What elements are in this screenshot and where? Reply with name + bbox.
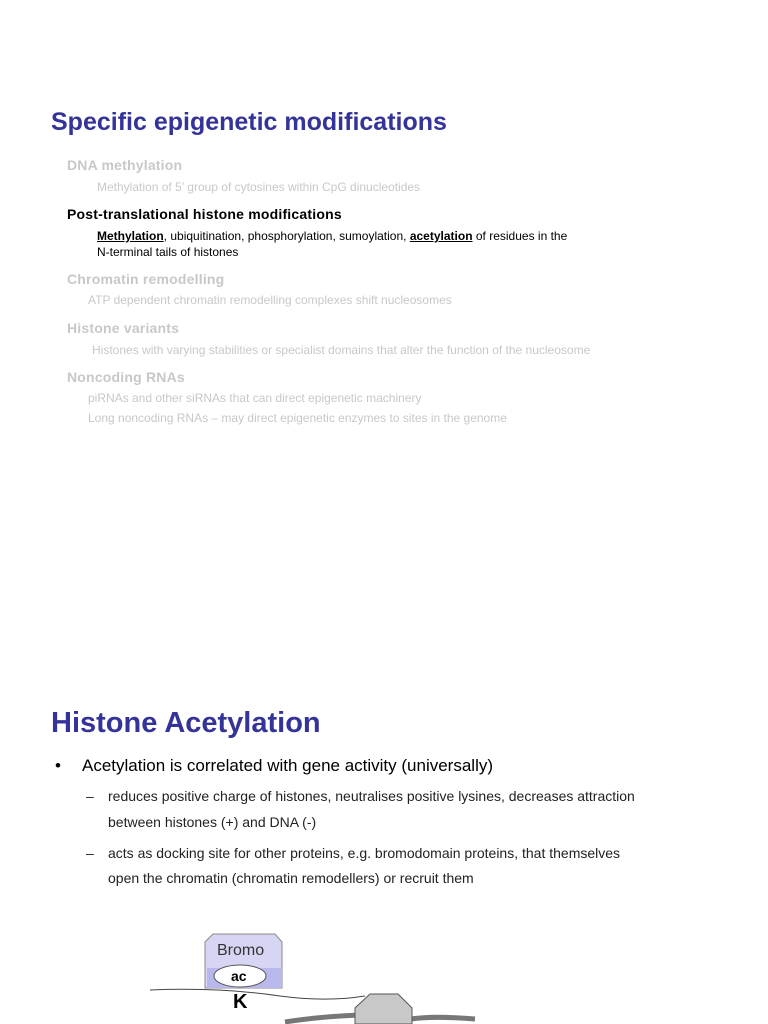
variants-heading: Histone variants (67, 320, 180, 336)
acetylation-term: acetylation (409, 229, 473, 243)
methylation-term: Methylation (97, 229, 164, 243)
bromo-label: Bromo (217, 942, 265, 959)
dna-methylation-detail: Methylation of 5’ group of cytosines within CpG dinucleotides (97, 180, 421, 194)
histone-mods-line2: N-terminal tails of histones (97, 245, 239, 259)
histone-mods-heading: Post-translational histone modifications (67, 206, 342, 222)
lysine-k-label: K (233, 991, 248, 1013)
histone-mods-mid: , ubiquitination, phosphorylation, sumoylation, (163, 229, 410, 243)
ncrna-heading: Noncoding RNAs (67, 369, 185, 385)
sub-point-2-line1: acts as docking site for other proteins, e.g. bromodomain proteins, that themselves (108, 845, 621, 861)
variants-detail: Histones with varying stabilities or specialist domains that alter the function of the nucleosome (92, 343, 591, 357)
ncrna-detail-2: Long noncoding RNAs – may direct epigenetic enzymes to sites in the genome (88, 411, 507, 425)
dash-icon: – (86, 788, 94, 804)
ncrna-detail-1: piRNAs and other siRNAs that can direct epigenetic machinery (88, 391, 422, 405)
histone-tail-right (405, 1017, 475, 1020)
nucleosome-shape (355, 994, 412, 1024)
histone-tail-left (285, 1015, 360, 1022)
chromatin-heading: Chromatin remodelling (67, 271, 225, 287)
dna-strand (150, 989, 365, 999)
ac-label: ac (231, 968, 247, 984)
sub-point-1-line2: between histones (+) and DNA (-) (108, 814, 317, 830)
chromatin-detail: ATP dependent chromatin remodelling complexes shift nucleosomes (88, 293, 452, 307)
histone-mods-tail: of residues in the (472, 229, 568, 243)
slide1-title: Specific epigenetic modifications (51, 108, 447, 136)
bromodomain-diagram (0, 920, 768, 1024)
dna-methylation-heading: DNA methylation (67, 157, 183, 173)
dash-icon: – (86, 845, 94, 861)
sub-point-1-line1: reduces positive charge of histones, neutralises positive lysines, decreases attraction (108, 788, 635, 804)
sub-point-2-line2: open the chromatin (chromatin remodellers) or recruit them (108, 870, 474, 886)
bullet-icon: • (55, 756, 61, 775)
histone-mods-line1 (97, 228, 567, 244)
slide2-title: Histone Acetylation (51, 707, 321, 739)
bullet-text: Acetylation is correlated with gene activity (universally) (82, 756, 494, 775)
